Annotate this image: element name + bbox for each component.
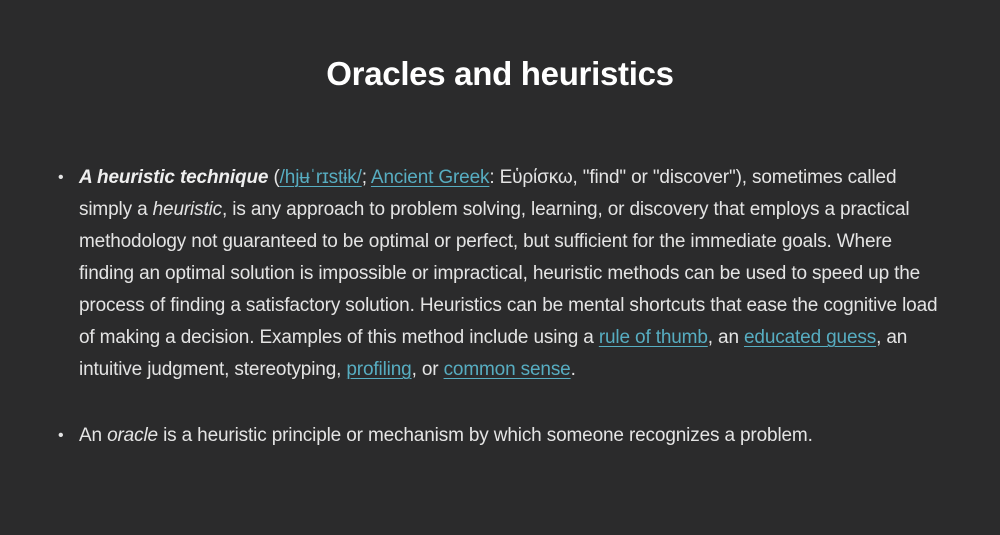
bullet-text <box>79 167 937 380</box>
text-segment: , an intuitive judgment, stereotyping, <box>79 327 908 380</box>
text-segment: . <box>570 359 576 380</box>
text-segment: , or <box>411 359 444 380</box>
bullet-item <box>58 420 946 452</box>
slide-title: Oracles and heuristics <box>326 55 674 92</box>
text-link[interactable]: rule of thumb <box>598 327 708 348</box>
bullet-text <box>79 425 813 446</box>
text-link[interactable]: profiling <box>346 359 412 380</box>
slide <box>0 54 1000 535</box>
text-segment: A heuristic technique <box>79 167 269 188</box>
text-link[interactable]: /hjʉˈrɪstɨk/ <box>279 167 362 188</box>
text-segment: An <box>79 425 108 446</box>
text-link[interactable]: Ancient Greek <box>370 167 490 188</box>
text-segment: ; <box>361 167 371 188</box>
text-link[interactable]: common sense <box>443 359 571 380</box>
text-segment: oracle <box>107 425 158 446</box>
text-segment: ( <box>268 167 280 188</box>
bullet-item <box>58 162 946 386</box>
text-segment: , an <box>707 327 745 348</box>
text-link[interactable]: educated guess <box>744 327 877 348</box>
text-segment: : Εὑρίσκω, "find" or "discover"), sometimes called simply a <box>79 167 897 220</box>
slide-body <box>58 162 946 452</box>
text-segment: , is any approach to problem solving, learning, or discovery that employs a practical methodology not guaranteed to be optimal or perfect, but sufficient for the immediate goals. Where finding an optimal solution is impossible or impractical, heuristic methods can be used to speed up the process of finding a satisfactory solution. Heuristics can be mental shortcuts that ease the cognitive load of making a decision. Examples of this method include using a <box>79 199 938 348</box>
bullet-icon: • <box>58 427 64 444</box>
text-segment: is a heuristic principle or mechanism by which someone recognizes a problem. <box>157 425 813 446</box>
text-segment: heuristic <box>152 199 223 220</box>
bullet-icon: • <box>58 169 64 186</box>
bullet-list <box>58 162 946 452</box>
